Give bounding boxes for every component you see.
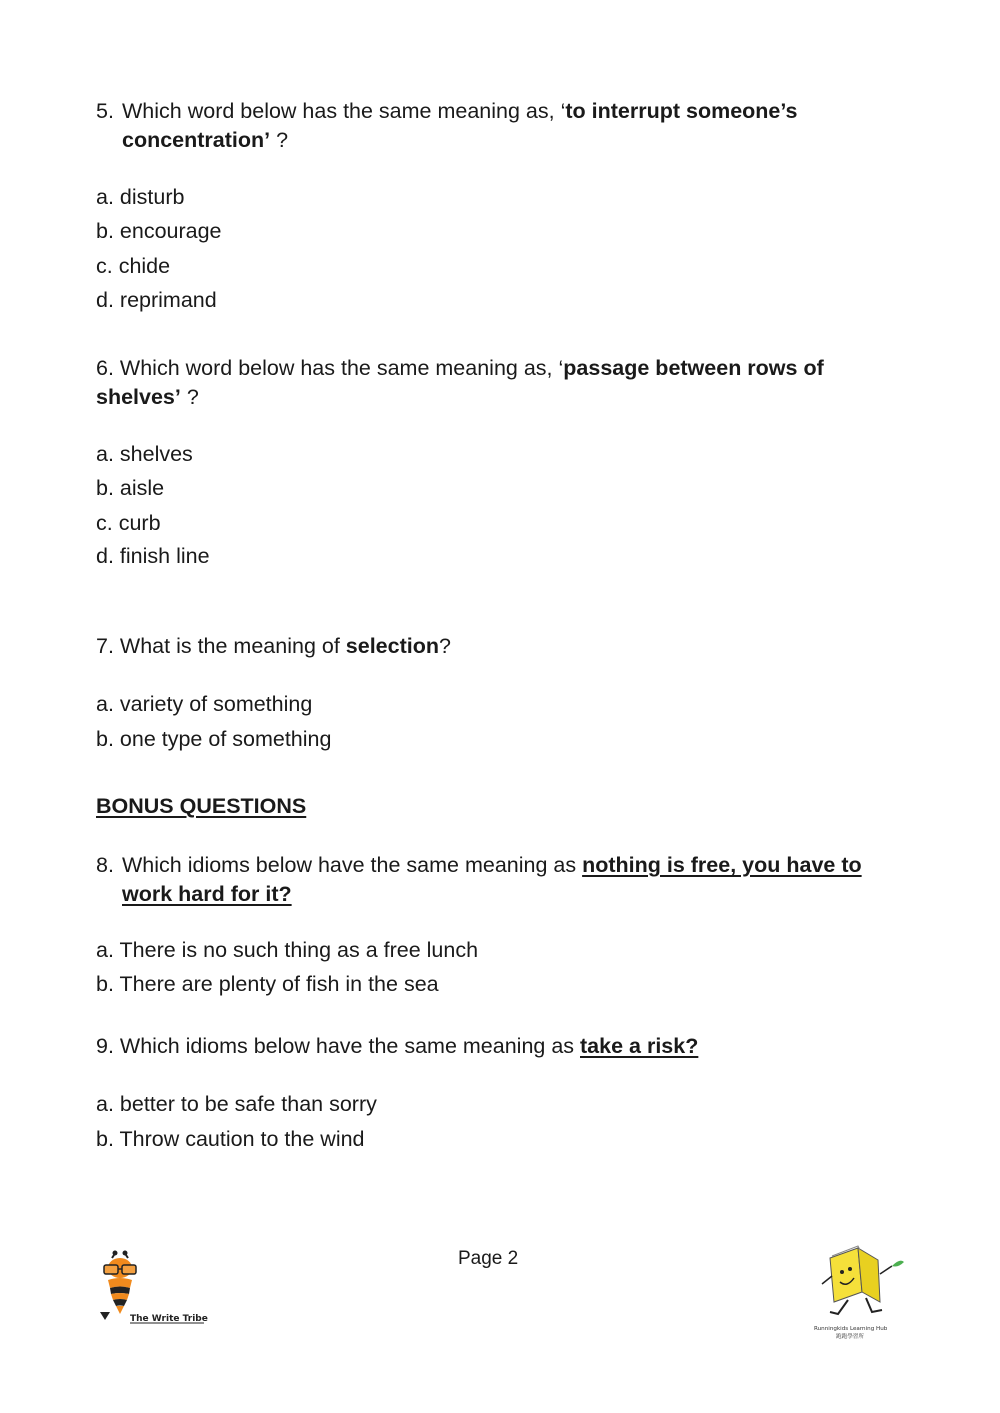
question-suffix: ?	[439, 634, 451, 658]
option-5c[interactable]: c. chide	[96, 254, 171, 278]
question-8	[96, 851, 906, 908]
option-9b[interactable]: b. Throw caution to the wind	[96, 1127, 365, 1151]
question-text: Which word below has the same meaning as, ‘	[119, 356, 564, 380]
question-7	[96, 632, 906, 661]
question-number: 8.	[96, 853, 114, 877]
option-6a[interactable]: a. shelves	[96, 442, 193, 466]
question-emphasis: to interrupt someone’s concentration’	[122, 99, 798, 152]
question-number: 6.	[96, 356, 114, 380]
question-5	[96, 97, 906, 154]
question-number: 9.	[96, 1034, 114, 1058]
question-number: 7.	[96, 634, 114, 658]
running-kids-logo	[808, 1244, 908, 1344]
option-8a[interactable]: a. There is no such thing as a free lunch	[96, 938, 479, 962]
question-suffix: ?	[180, 384, 199, 409]
logo-caption: The Write Tribe	[130, 1314, 208, 1324]
option-7b[interactable]: b. one type of something	[96, 727, 332, 751]
option-6b[interactable]: b. aisle	[96, 476, 165, 500]
question-emphasis: nothing is free, you have to work hard for it?	[122, 853, 862, 906]
option-8b[interactable]: b. There are plenty of fish in the sea	[96, 972, 439, 996]
logo-caption: Runningkids Learning Hub	[814, 1326, 888, 1332]
question-text: Which word below has the same meaning as, ‘	[122, 99, 566, 123]
question-text: Which idioms below have the same meaning as	[122, 853, 583, 877]
running-book-icon	[808, 1244, 908, 1344]
question-emphasis: selection	[345, 634, 439, 658]
bonus-heading: BONUS QUESTIONS	[96, 794, 307, 818]
option-6c[interactable]: c. curb	[96, 511, 161, 535]
option-5b[interactable]: b. encourage	[96, 219, 222, 243]
question-9	[96, 1032, 906, 1061]
question-text: What is the meaning of	[119, 634, 346, 658]
option-6d[interactable]: d. finish line	[96, 544, 210, 568]
bee-icon	[98, 1250, 208, 1326]
page-number: Page 2	[458, 1248, 519, 1269]
write-tribe-logo	[98, 1250, 208, 1326]
question-6	[96, 354, 906, 411]
question-text: Which idioms below have the same meaning as	[119, 1034, 581, 1058]
option-5a[interactable]: a. disturb	[96, 185, 185, 209]
option-7a[interactable]: a. variety of something	[96, 692, 313, 716]
question-emphasis: take a risk?	[580, 1034, 699, 1058]
option-5d[interactable]: d. reprimand	[96, 288, 217, 312]
option-9a[interactable]: a. better to be safe than sorry	[96, 1092, 377, 1116]
question-number: 5.	[96, 99, 114, 123]
logo-subcaption: 跑跑學習所	[836, 1334, 864, 1340]
question-emphasis: passage between rows of shelves’	[96, 356, 824, 409]
question-suffix: ?	[270, 127, 289, 152]
